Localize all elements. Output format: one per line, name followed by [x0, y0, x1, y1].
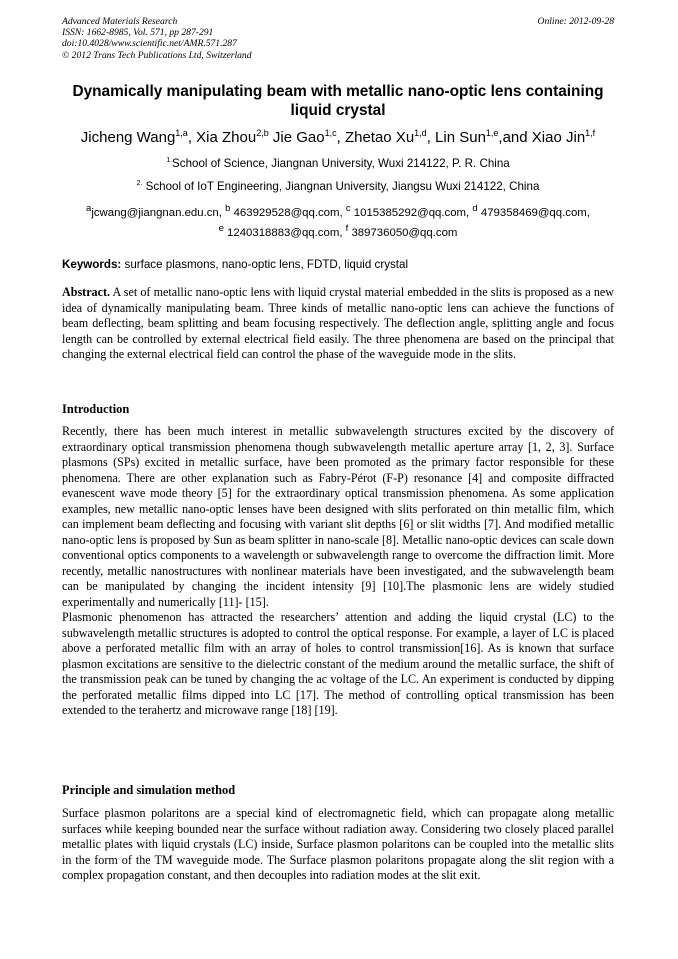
email-line-2 — [62, 222, 614, 240]
affiliation-mark: 2. — [136, 180, 143, 188]
email-address[interactable]: 463929528@qq.com, — [233, 206, 343, 219]
journal-name: Advanced Materials Research — [62, 16, 178, 27]
issn-line: ISSN: 1662-8985, Vol. 571, pp 287-291 — [62, 27, 214, 39]
author-name: Zhetao Xu — [344, 129, 415, 146]
email-mark: e — [218, 223, 224, 234]
email-mark: d — [472, 203, 478, 214]
keywords — [62, 258, 614, 272]
online-date: Online: 2012-09-28 — [537, 16, 614, 27]
author-affil-mark: 1,a — [175, 128, 188, 138]
affiliation-text: School of IoT Engineering, Jiangnan University, Jiangsu Wuxi 214122, China — [145, 180, 540, 193]
abstract — [62, 285, 614, 363]
email-address[interactable]: 479358469@qq.com, — [480, 206, 590, 219]
email-mark: a — [86, 203, 92, 214]
author-affil-mark: 2,b — [256, 128, 269, 138]
author-affil-mark: 1,e — [485, 128, 499, 138]
author-separator: , — [336, 129, 345, 146]
author-affil-mark: 1,f — [585, 128, 596, 138]
affiliation-mark: 1. — [166, 157, 173, 165]
paragraph: Plasmonic phenomenon has attracted the researchers’ attention and adding the liquid crystal (LC) to the subwavelength metallic structures is adopted to control the optical response. For example, a layer of LC is placed above a perforated metallic film with an array of holes to control transmission[16]. As is known that surface plasmon excitations are sensitive to the dielectric constant of the medium around the metallic surface, the shift of the transmission peak can be tuned by changing the ac voltage of the LC. An experiment is conducted by dipping the perforated metallic films dipped into LC [17]. The method of controlling optical transmission has been extended to the terahertz and microwave range [18] [19]. — [62, 610, 614, 717]
email-mark: c — [345, 203, 351, 214]
affiliation-2 — [62, 180, 614, 194]
author-list — [62, 129, 614, 147]
keywords-label: Keywords: — [62, 258, 122, 271]
author-name: Jie Gao — [272, 129, 325, 146]
abstract-label: Abstract. — [62, 285, 111, 299]
email-mark: f — [345, 223, 349, 234]
author-separator: , — [426, 129, 436, 146]
affiliation-1 — [62, 157, 614, 171]
author-name: Xiao Jin — [531, 129, 586, 146]
author-name: Jicheng Wang — [80, 129, 176, 146]
email-address[interactable]: 389736050@qq.com — [351, 226, 458, 239]
copyright-line: © 2012 Trans Tech Publications Ltd, Switzerland — [62, 49, 252, 61]
section-heading-principle: Principle and simulation method — [62, 783, 236, 797]
author-name: Xia Zhou — [196, 129, 257, 146]
paragraph: Recently, there has been much interest in metallic subwavelength structures excited by the discovery of extraordinary optical transmission phenomena though subwavelength metallic aperture array [1, 2, 3]. Surface plasmons (SPs) excited in metallic surface, have been promoted as the primary factor responsible for these phenomena. There are other explanation such as Fabry-Pérot (F-P) resonance [4] and composite diffracted evanescent wave mode theory [5] for the extraordinary optical transmission phenomena. As some application examples, new metallic nano-optic lenses have been designed with slits perforated on thin metallic film, which can implement beam deflecting and focusing with variant slit depths [6] or slit widths [7]. And modified metallic nano-optic lens is proposed by Sun as beam splitter in nano-scale [8]. Metallic nano-optic devices can scale down conventional optics components to a wavelength or subwavelength range to overcome the diffraction limit. More recently, metallic nanostructures with nonlinear materials have been investigated, and the subwavelength beam can be manipulated by changing the incident intensity [9] [10].The plasmonic lens are widely studied experimentally and numerically [11]- [15]. — [62, 424, 614, 609]
email-address[interactable]: 1015385292@qq.com, — [353, 206, 470, 219]
journal-header — [62, 16, 614, 61]
principle-body — [62, 806, 614, 884]
email-address[interactable]: 1240318883@qq.com, — [227, 226, 343, 239]
paragraph: Surface plasmon polaritons are a special kind of electromagnetic field, which can propagate along metallic surfaces while keeping bounded near the surface without radiation away. Considering two closely placed parallel metallic plates with liquid crystals (LC) inside, Surface plasmon polaritons can be coupled into the metallic slits in the form of the TM waveguide mode. The Surface plasmon polaritons propagate along the slit region with a complex propagation constant, and then decouples into radiation modes at the slit exit. — [62, 806, 614, 882]
doi-line[interactable]: doi:10.4028/www.scientific.net/AMR.571.287 — [62, 38, 237, 50]
introduction-body — [62, 424, 614, 719]
author-separator: , — [187, 129, 197, 146]
keywords-text: surface plasmons, nano-optic lens, FDTD, liquid crystal — [124, 258, 409, 271]
paper-title: Dynamically manipulating beam with metallic nano-optic lens containing liquid crystal — [72, 83, 604, 119]
email-mark: b — [225, 203, 231, 214]
author-separator: ,and — [498, 129, 532, 146]
abstract-text: A set of metallic nano-optic lens with liquid crystal material embedded in the slits is proposed as a new idea of dynamically manipulating beam. Three kinds of metallic nano-optic lens can achieve the functions of beam deflecting, beam splitting and beam focusing respectively. The deflection angle, splitting angle and focus length can be controlled by external electrical field easily. The three phenomena are based on the principal that changing the external electrical field can control the phase of the waveguide mode in the slits. — [62, 285, 614, 361]
email-line-1 — [62, 202, 614, 220]
affiliation-text: School of Science, Jiangnan University, Wuxi 214122, P. R. China — [172, 157, 510, 170]
author-name: Lin Sun — [435, 129, 486, 146]
author-affil-mark: 1,c — [324, 128, 337, 138]
email-address[interactable]: jcwang@jiangnan.edu.cn, — [91, 206, 222, 219]
author-affil-mark: 1,d — [414, 128, 427, 138]
section-heading-introduction: Introduction — [62, 402, 130, 416]
